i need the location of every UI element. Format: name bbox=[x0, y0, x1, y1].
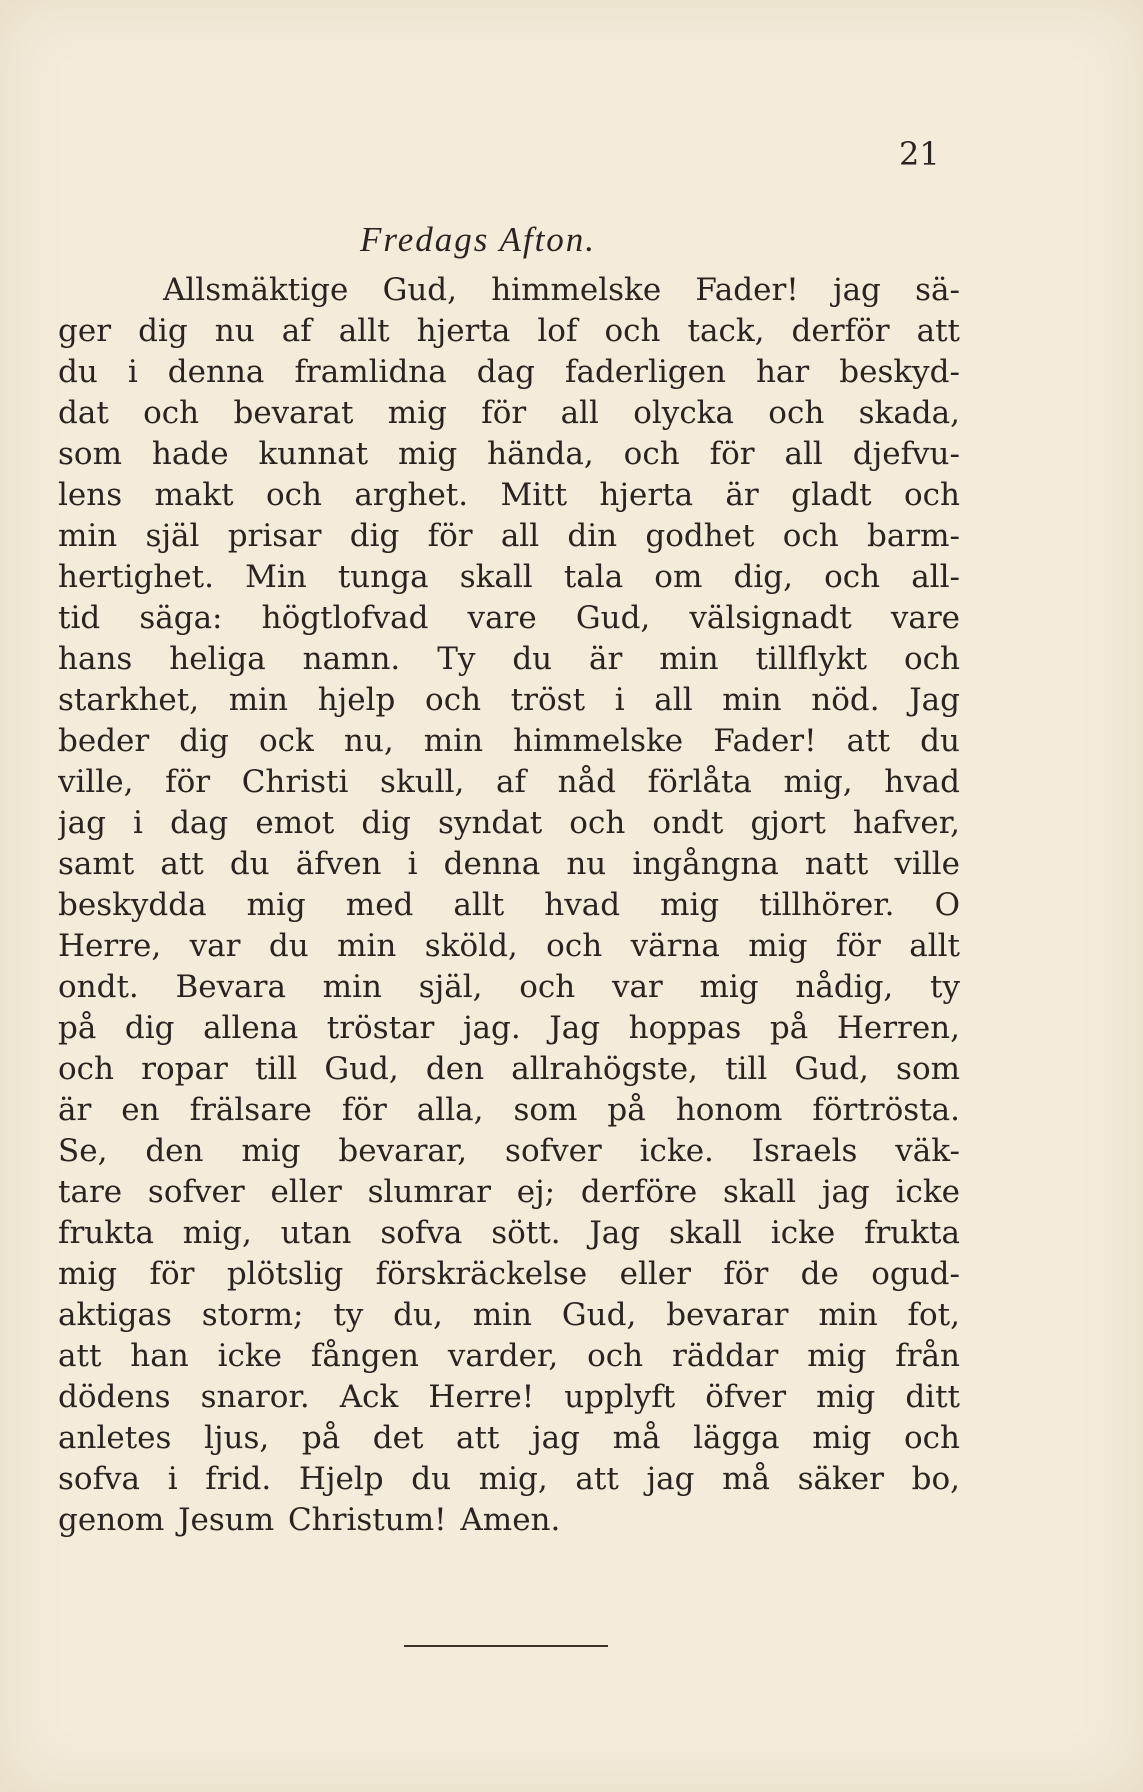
text-line: ondt. Bevara min själ, och var mig nådig, ty bbox=[58, 969, 960, 1005]
text-line: starkhet, min hjelp och tröst i all min nöd. Jag bbox=[58, 682, 960, 718]
text-line: beskydda mig med allt hvad mig tillhörer. O bbox=[58, 887, 960, 923]
text-line: genom Jesum Christum! Amen. bbox=[58, 1502, 561, 1538]
text-line: att han icke fången varder, och räddar mig från bbox=[58, 1338, 960, 1374]
page-number: 21 bbox=[899, 135, 940, 173]
text-line: hans heliga namn. Ty du är min tillflykt och bbox=[58, 641, 960, 677]
text-line: tare sofver eller slumrar ej; derföre skall jag icke bbox=[58, 1174, 960, 1210]
text-line: lens makt och arghet. Mitt hjerta är gladt och bbox=[58, 477, 960, 513]
text-line: jag i dag emot dig syndat och ondt gjort hafver, bbox=[58, 805, 960, 841]
text-line: beder dig ock nu, min himmelske Fader! att du bbox=[58, 723, 960, 759]
text-line: Se, den mig bevarar, sofver icke. Israels väk- bbox=[58, 1133, 960, 1169]
text-line: samt att du äfven i denna nu ingångna natt ville bbox=[58, 846, 960, 882]
text-line: sofva i frid. Hjelp du mig, att jag må säker bo, bbox=[58, 1461, 960, 1497]
text-line: hertighet. Min tunga skall tala om dig, och all- bbox=[58, 559, 960, 595]
text-line: anletes ljus, på det att jag må lägga mig och bbox=[58, 1420, 960, 1456]
text-line: du i denna framlidna dag faderligen har beskyd- bbox=[58, 354, 960, 390]
text-line: tid säga: högtlofvad vare Gud, välsignadt vare bbox=[58, 600, 960, 636]
text-line: ger dig nu af allt hjerta lof och tack, derför att bbox=[58, 313, 960, 349]
text-line: aktigas storm; ty du, min Gud, bevarar min fot, bbox=[58, 1297, 960, 1333]
text-line: mig för plötslig förskräckelse eller för de ogud- bbox=[58, 1256, 960, 1292]
text-line: är en frälsare för alla, som på honom förtrösta. bbox=[58, 1092, 960, 1128]
text-line: dödens snaror. Ack Herre! upplyft öfver mig ditt bbox=[58, 1379, 960, 1415]
closing-rule bbox=[404, 1645, 608, 1647]
text-line: och ropar till Gud, den allrahögste, till Gud, som bbox=[58, 1051, 960, 1087]
prayer-body bbox=[58, 270, 960, 1541]
prayer-heading: Fredags Afton. bbox=[360, 220, 597, 259]
text-line: Allsmäktige Gud, himmelske Fader! jag sä- bbox=[163, 272, 960, 308]
text-line: Herre, var du min sköld, och värna mig för allt bbox=[58, 928, 960, 964]
text-line: ville, för Christi skull, af nåd förlåta mig, hvad bbox=[58, 764, 960, 800]
text-line: på dig allena tröstar jag. Jag hoppas på Herren, bbox=[58, 1010, 960, 1046]
text-line: dat och bevarat mig för all olycka och skada, bbox=[58, 395, 960, 431]
text-line: som hade kunnat mig hända, och för all djefvu- bbox=[58, 436, 960, 472]
text-line: min själ prisar dig för all din godhet och barm- bbox=[58, 518, 960, 554]
text-line: frukta mig, utan sofva sött. Jag skall icke frukta bbox=[58, 1215, 960, 1251]
